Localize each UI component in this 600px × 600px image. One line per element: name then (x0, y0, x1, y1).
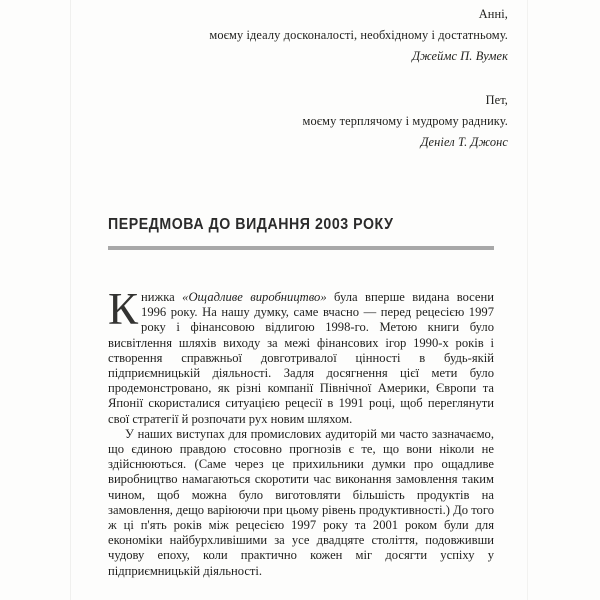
paragraph-first (108, 284, 494, 427)
paragraph-text-a: нижка (141, 290, 183, 304)
paragraph-second: У наших виступах для промислових аудиторій ми часто зазначаємо, що єдиною правдою стосовно прогнозів є те, що вони ніколи не здійснюються. (Саме через це прихильники думки про ощадливе виробництво намагаються скоротити час виконання замовлення таким чином, щоб можна було виготовляти більшість продуктів на замовлення, дещо варіюючи при цьому рівень продуктивності.) До того ж ці п'ять років між рецесією 1997 року та 2001 роком були для економіки найбурхливішими за усе двадцяте століття, подовживши чудову епоху, коли практично кожен міг досягти успіху у підприємницькій діяльності. (108, 426, 494, 578)
dedication-body: моєму ідеалу досконалості, необхідному і достатньому. (209, 28, 508, 42)
heading-divider (108, 246, 494, 250)
dedication-author: Джеймс П. Вумек (412, 49, 508, 63)
chapter-heading (108, 216, 498, 250)
dedication-first (108, 4, 508, 67)
dedication-author: Деніел Т. Джонс (420, 135, 508, 149)
page-title: ПЕРЕДМОВА ДО ВИДАННЯ 2003 РОКУ (108, 216, 394, 233)
body-text (108, 284, 494, 579)
drop-cap: К (108, 284, 139, 334)
dedication-recipient: Анні, (478, 7, 508, 21)
dedication-recipient: Пет, (485, 93, 508, 107)
paragraph-text-b: була вперше видана восени 1996 року. На нашу думку, саме вчасно — перед рецесією 1997 року і фінансовою відлигою 1998-го. Метою книги було висвітлення шляхів виходу за межі фінансових ігор 1990-х років і створення справжньої довготривалої цінності в будь-якій підприємницькій діяльності. Задля досягнення цієї мети було продемонстровано, як різні компанії Північної Америки, Європи та Японії скористалися ситуацією рецесії в 1991 році, щоб переглянути свої стратегії й розпочати рух новим шляхом. (108, 290, 494, 426)
book-title: «Ощадливе виробництво» (182, 290, 327, 304)
dedication-second (108, 90, 508, 153)
dedication-body: моєму терплячому і мудрому раднику. (302, 114, 508, 128)
